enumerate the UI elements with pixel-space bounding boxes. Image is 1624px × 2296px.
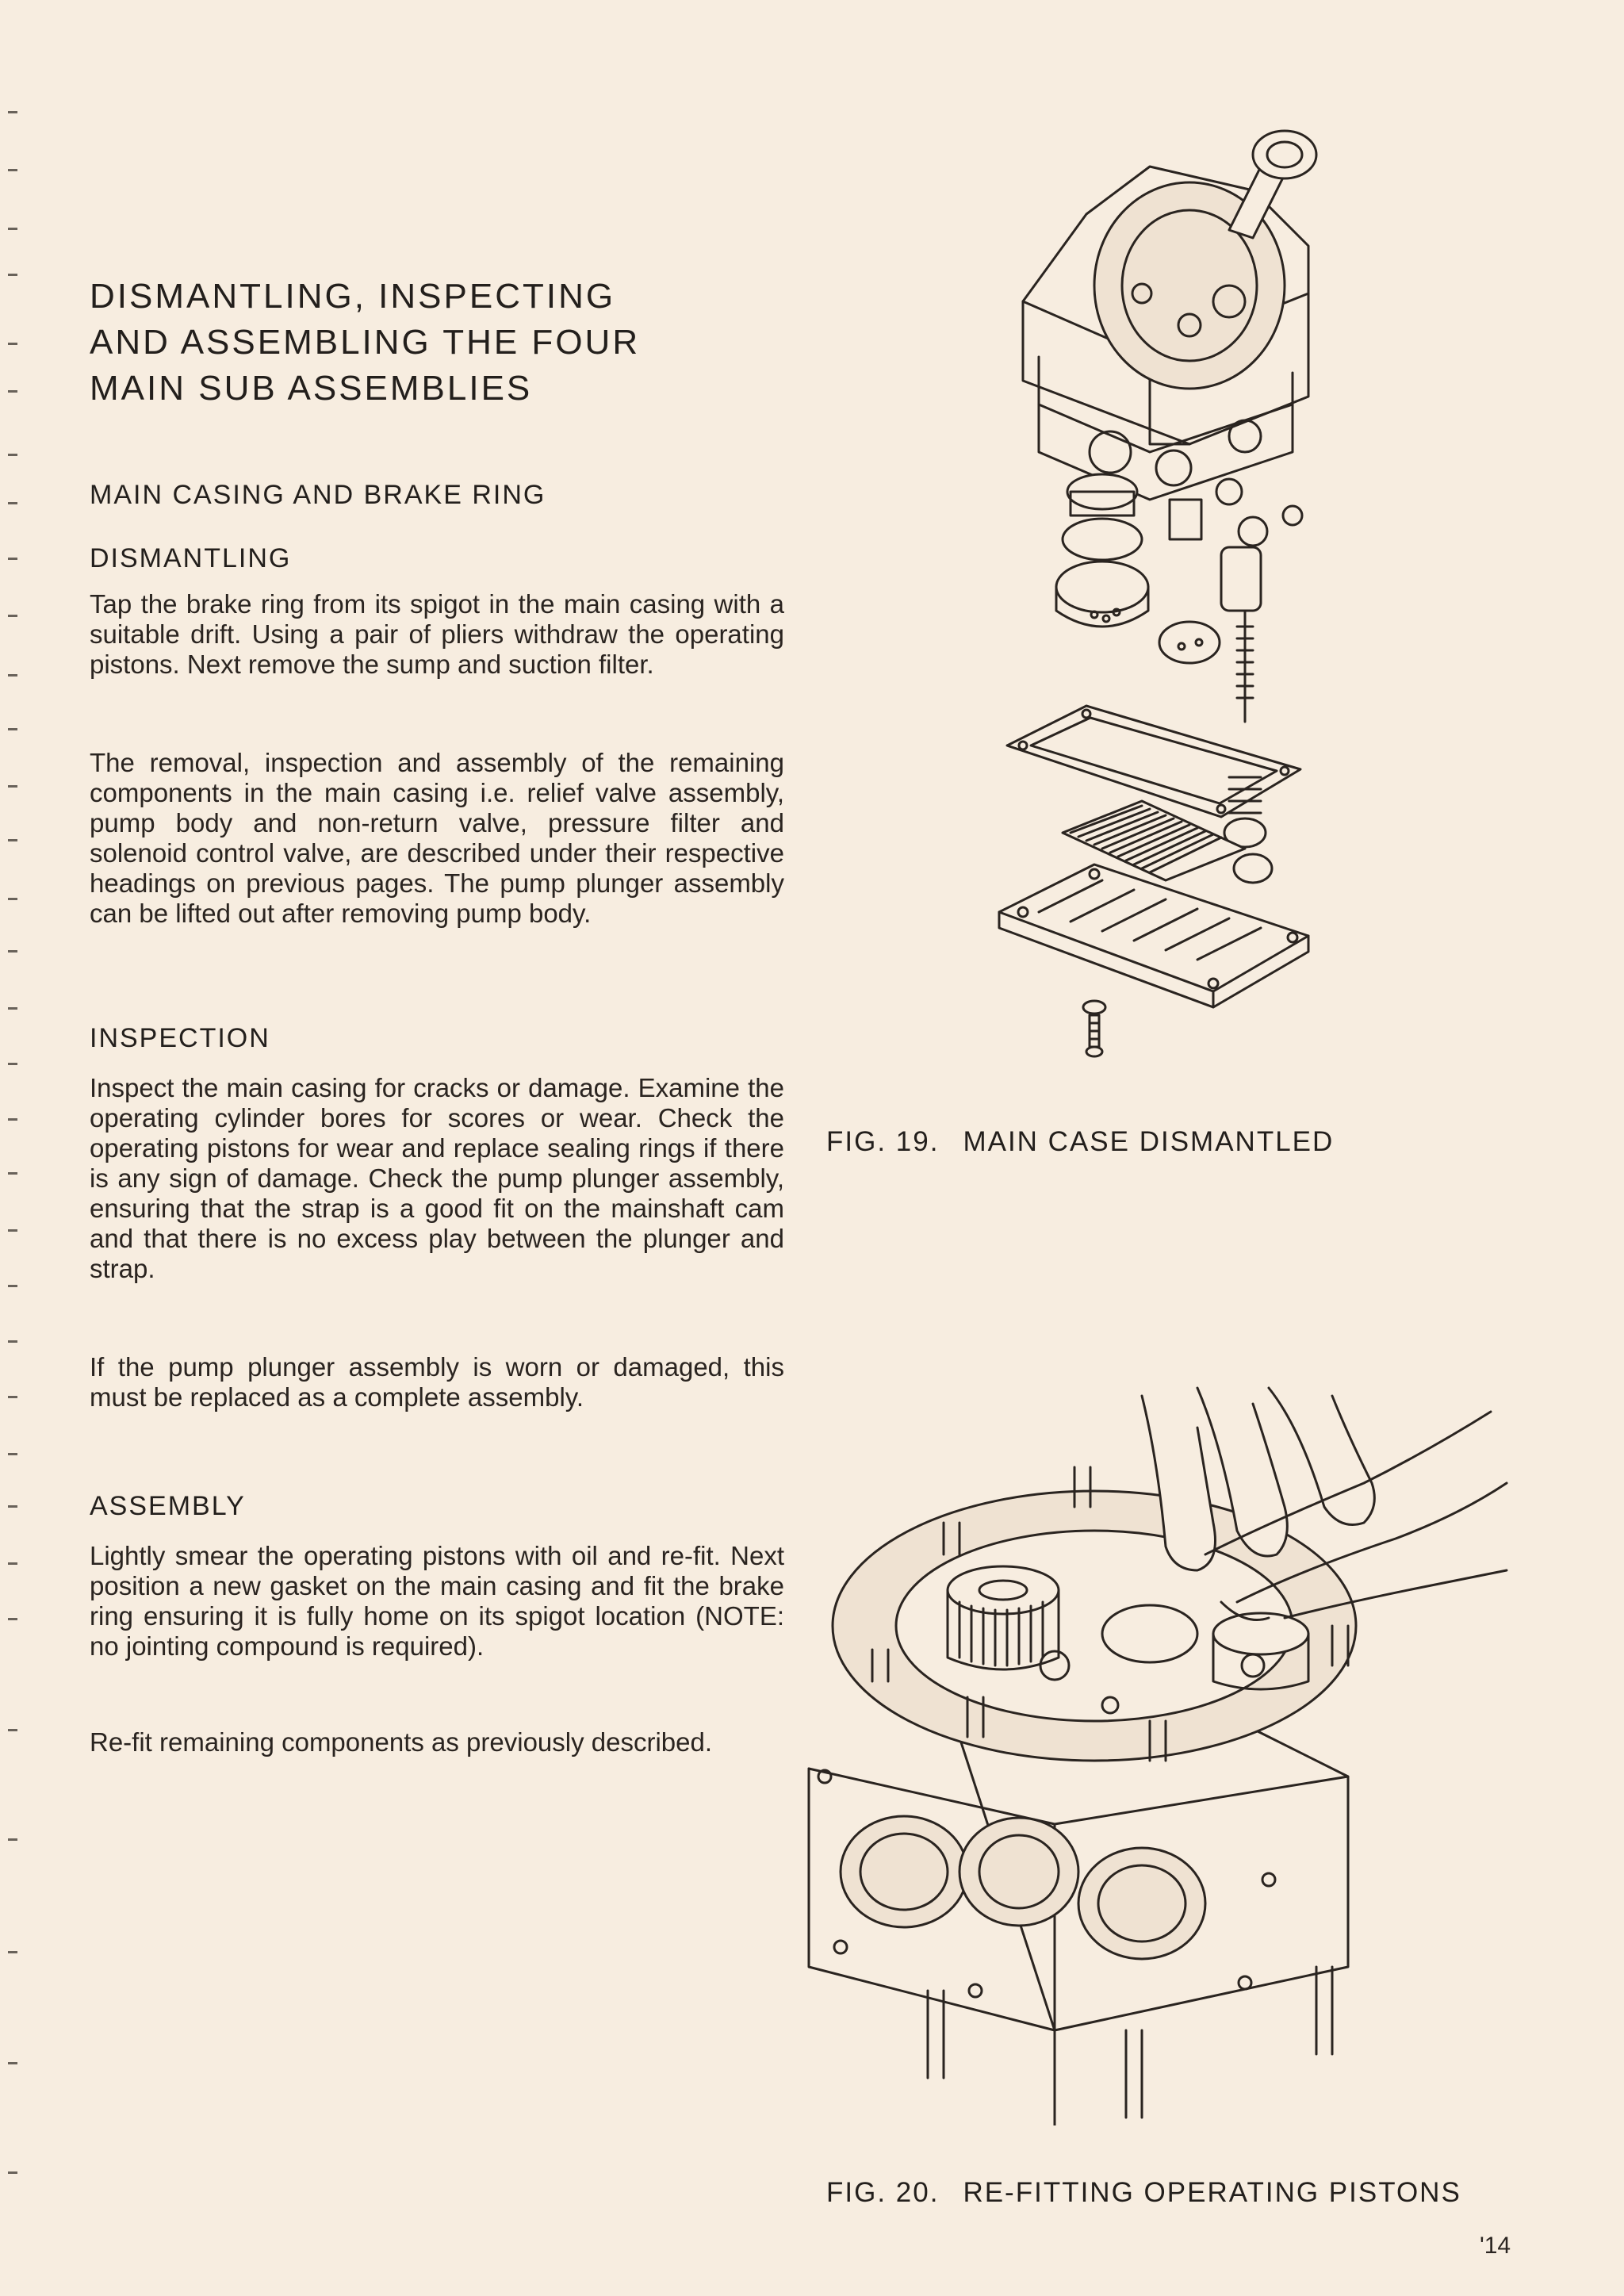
fig20-number: FIG. 20. <box>826 2177 940 2208</box>
fig19-illustration <box>991 119 1332 1071</box>
fig20-caption <box>826 2177 1461 2209</box>
page-title-line: AND ASSEMBLING THE FOUR <box>90 323 641 362</box>
page-title <box>90 274 803 412</box>
dismantling-paragraph: Tap the brake ring from its spigot in the main casing with a suitable drift. Using a pair of pliers withdraw the operating pistons. Next remove the sump and suction filter. <box>90 589 784 679</box>
inspection-paragraph: If the pump plunger assembly is worn or damaged, this must be replaced as a complete assembly. <box>90 1352 784 1412</box>
dismantling-heading: DISMANTLING <box>90 543 292 573</box>
margin-tick-marks <box>8 0 32 2296</box>
assembly-heading: ASSEMBLY <box>90 1491 246 1521</box>
page-number: '14 <box>1480 2233 1511 2259</box>
page-title-line: MAIN SUB ASSEMBLIES <box>90 369 533 408</box>
assembly-paragraph: Lightly smear the operating pistons with oil and re-fit. Next position a new gasket on the main casing and fit the brake ring ensuring it is fully home on its spigot location (NOTE: no jointing compound is required). <box>90 1541 784 1661</box>
fig19-number: FIG. 19. <box>826 1126 940 1157</box>
page-title-line: DISMANTLING, INSPECTING <box>90 277 616 316</box>
subsection-heading: MAIN CASING AND BRAKE RING <box>90 480 546 510</box>
fig19-title: MAIN CASE DISMANTLED <box>963 1126 1335 1157</box>
assembly-paragraph: Re-fit remaining components as previously described. <box>90 1727 713 1757</box>
fig20-illustration <box>793 1364 1522 2125</box>
fig20-title: RE-FITTING OPERATING PISTONS <box>963 2177 1461 2208</box>
inspection-heading: INSPECTION <box>90 1023 270 1053</box>
inspection-paragraph: Inspect the main casing for cracks or damage. Examine the operating cylinder bores for scores or wear. Check the operating pistons for wear and replace sealing rings if there is any sign of damage. Check the pump plunger assembly, ensuring that the strap is a good fit on the mainshaft cam and that there is no excess play between the plunger and strap. <box>90 1073 784 1283</box>
dismantling-paragraph: The removal, inspection and assembly of the remaining components in the main casing i.e. relief valve assembly, pump body and non-return valve, pressure filter and solenoid control valve, are described under their respective headings on previous pages. The pump plunger assembly can be lifted out after removing pump body. <box>90 748 784 928</box>
fig19-caption <box>826 1126 1334 1158</box>
